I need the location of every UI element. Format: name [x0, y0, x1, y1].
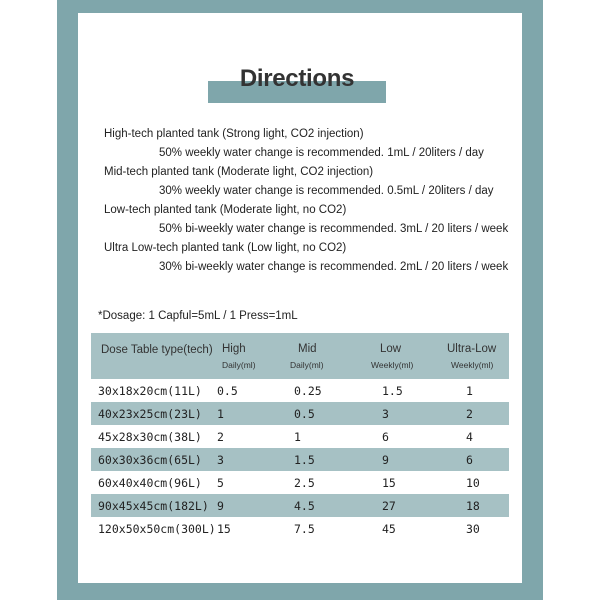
ultra-low-dose-cell: 4 [466, 429, 473, 444]
direction-heading: High-tech planted tank (Strong light, CO2 injection) [104, 128, 364, 140]
dose-table-header [91, 333, 509, 379]
low-dose-cell: 15 [382, 475, 396, 490]
page-title: Directions [239, 65, 355, 92]
table-row [91, 402, 509, 425]
direction-detail: 50% bi-weekly water change is recommended. 3mL / 20 liters / week [159, 223, 509, 235]
high-dose-cell: 15 [217, 521, 231, 536]
mid-dose-cell: 1.5 [294, 452, 315, 467]
high-dose-cell: 0.5 [217, 383, 238, 398]
column-low-unit: Weekly(ml) [371, 360, 414, 370]
ultra-low-dose-cell: 1 [466, 383, 473, 398]
tank-size-cell: 90x45x45cm(182L) [98, 498, 209, 513]
high-dose-cell: 3 [217, 452, 224, 467]
table-row [91, 494, 509, 517]
direction-heading: Mid-tech planted tank (Moderate light, CO2 injection) [104, 166, 374, 178]
low-dose-cell: 1.5 [382, 383, 403, 398]
table-row [91, 379, 509, 402]
table-row [91, 425, 509, 448]
column-ultra-low-unit: Weekly(ml) [451, 360, 494, 370]
low-dose-cell: 27 [382, 498, 396, 513]
direction-detail: 30% weekly water change is recommended. 0.5mL / 20liters / day [159, 185, 494, 197]
mid-dose-cell: 0.5 [294, 406, 315, 421]
directions-card [78, 13, 522, 583]
mid-dose-cell: 7.5 [294, 521, 315, 536]
low-dose-cell: 45 [382, 521, 396, 536]
column-high-unit: Daily(ml) [222, 360, 256, 370]
mid-dose-cell: 1 [294, 429, 301, 444]
column-mid-unit: Daily(ml) [290, 360, 324, 370]
high-dose-cell: 1 [217, 406, 224, 421]
direction-heading: Ultra Low-tech planted tank (Low light, no CO2) [104, 242, 347, 254]
column-low-name: Low [380, 343, 402, 355]
high-dose-cell: 9 [217, 498, 224, 513]
direction-detail: 50% weekly water change is recommended. 1mL / 20liters / day [159, 147, 484, 159]
dosage-note: *Dosage: 1 Capful=5mL / 1 Press=1mL [98, 310, 298, 322]
low-dose-cell: 6 [382, 429, 389, 444]
column-high-name: High [222, 343, 246, 355]
ultra-low-dose-cell: 10 [466, 475, 480, 490]
column-ultra-low-name: Ultra-Low [447, 343, 497, 355]
tank-size-cell: 120x50x50cm(300L) [98, 521, 216, 536]
title-block [208, 65, 386, 105]
ultra-low-dose-cell: 30 [466, 521, 480, 536]
tank-size-cell: 60x30x36cm(65L) [98, 452, 202, 467]
ultra-low-dose-cell: 2 [466, 406, 473, 421]
ultra-low-dose-cell: 6 [466, 452, 473, 467]
column-mid-name: Mid [298, 343, 317, 355]
low-dose-cell: 9 [382, 452, 389, 467]
mid-dose-cell: 2.5 [294, 475, 315, 490]
mid-dose-cell: 4.5 [294, 498, 315, 513]
table-row [91, 517, 509, 540]
table-row [91, 471, 509, 494]
tank-size-cell: 60x40x40cm(96L) [98, 475, 202, 490]
table-row [91, 448, 509, 471]
tank-size-cell: 30x18x20cm(11L) [98, 383, 202, 398]
mid-dose-cell: 0.25 [294, 383, 322, 398]
direction-detail: 30% bi-weekly water change is recommended. 2mL / 20 liters / week [159, 261, 509, 273]
low-dose-cell: 3 [382, 406, 389, 421]
ultra-low-dose-cell: 18 [466, 498, 480, 513]
high-dose-cell: 2 [217, 429, 224, 444]
direction-heading: Low-tech planted tank (Moderate light, no CO2) [104, 204, 347, 216]
high-dose-cell: 5 [217, 475, 224, 490]
tank-size-cell: 45x28x30cm(38L) [98, 429, 202, 444]
header-type-label: Dose Table type(tech) [101, 344, 213, 356]
tank-size-cell: 40x23x25cm(23L) [98, 406, 202, 421]
dose-table [91, 333, 509, 540]
